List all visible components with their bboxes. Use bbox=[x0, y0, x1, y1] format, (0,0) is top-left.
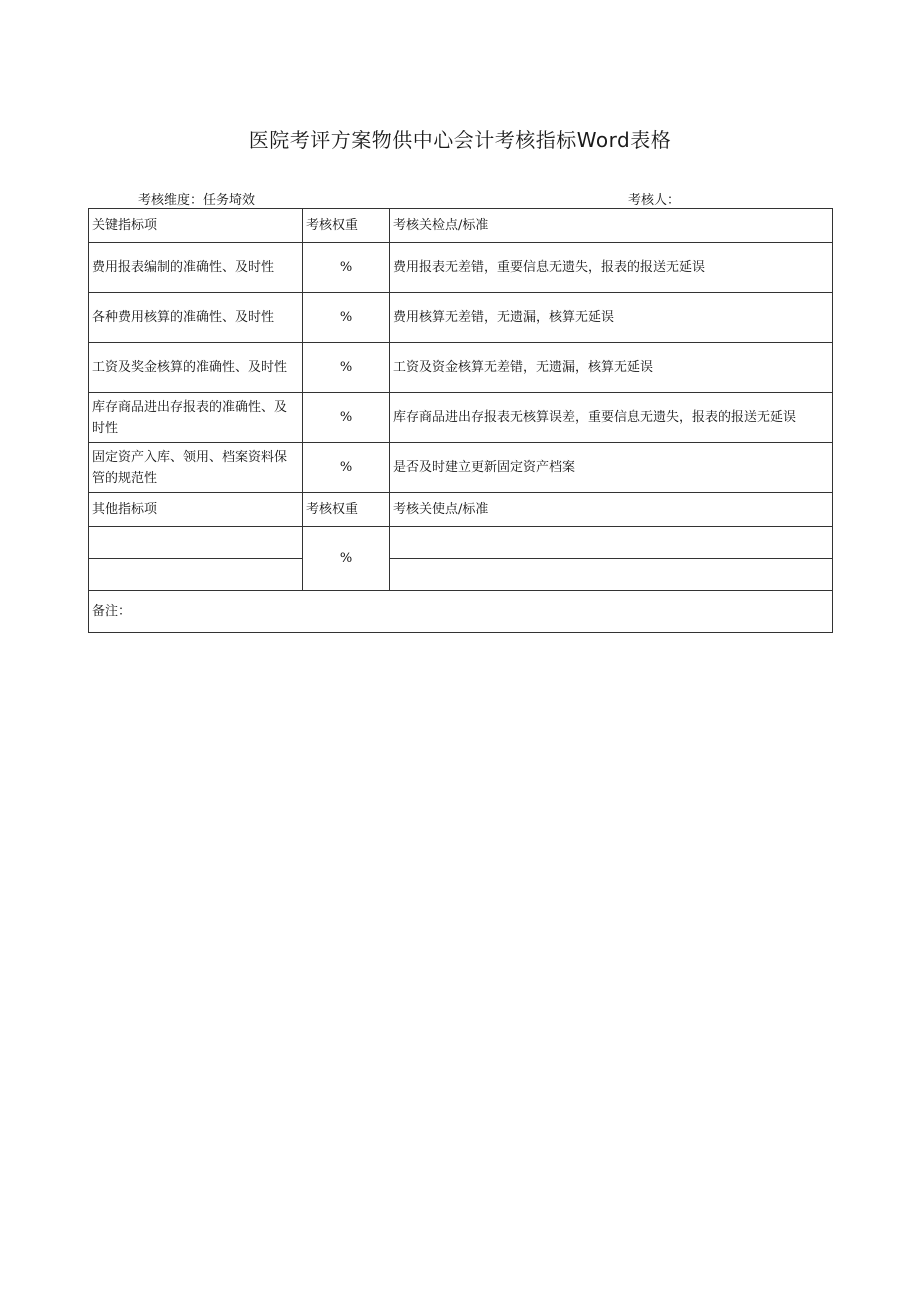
standard-cell bbox=[390, 559, 833, 591]
table-row bbox=[89, 559, 833, 591]
standard-cell: 工资及资金核算无差错，无遗漏，核算无延误 bbox=[390, 343, 833, 393]
table-row bbox=[89, 443, 833, 493]
assessment-dimension: 考核维度：任务埼效 bbox=[138, 193, 256, 208]
weight-cell: % bbox=[303, 343, 390, 393]
weight-cell: % bbox=[303, 243, 390, 293]
key-header-row bbox=[89, 209, 833, 243]
note-row bbox=[89, 591, 833, 633]
header-standard: 考核关检点/标准 bbox=[390, 209, 833, 243]
other-item-cell bbox=[89, 559, 303, 591]
other-item-cell bbox=[89, 527, 303, 559]
table-row bbox=[89, 393, 833, 443]
table-row bbox=[89, 527, 833, 559]
key-item-cell: 各种费用核算的准确性、及时性 bbox=[89, 293, 303, 343]
key-item-cell: 固定资产入库、领用、档案资料保管的规范性 bbox=[89, 443, 303, 493]
weight-cell: % bbox=[303, 293, 390, 343]
key-item-cell: 库存商品进出存报表的准确性、及时性 bbox=[89, 393, 303, 443]
standard-cell: 是否及时建立更新固定资产档案 bbox=[390, 443, 833, 493]
key-item-cell: 费用报表编制的准确性、及时性 bbox=[89, 243, 303, 293]
header-weight: 考核权重 bbox=[303, 493, 390, 527]
header-key-item: 关键指标项 bbox=[89, 209, 303, 243]
header-standard: 考核关使点/标准 bbox=[390, 493, 833, 527]
header-weight: 考核权重 bbox=[303, 209, 390, 243]
table-row bbox=[89, 343, 833, 393]
document-title: 医院考评方案物供中心会计考核指标Word表格 bbox=[248, 128, 672, 152]
standard-cell bbox=[390, 527, 833, 559]
assessor-label: 考核人： bbox=[628, 193, 681, 208]
key-item-cell: 工资及奖金核算的准确性、及时性 bbox=[89, 343, 303, 393]
standard-cell: 费用报表无差错，重要信息无遗失，报表的报送无延误 bbox=[390, 243, 833, 293]
weight-cell: % bbox=[303, 527, 390, 591]
weight-cell: % bbox=[303, 443, 390, 493]
header-other-item: 其他指标项 bbox=[89, 493, 303, 527]
standard-cell: 费用核算无差错，无遗漏，核算无延误 bbox=[390, 293, 833, 343]
meta-row bbox=[88, 189, 832, 207]
weight-cell: % bbox=[303, 393, 390, 443]
note-cell: 备注： bbox=[89, 591, 833, 633]
table-row bbox=[89, 293, 833, 343]
table-row bbox=[89, 243, 833, 293]
other-header-row bbox=[89, 493, 833, 527]
assessment-table bbox=[88, 208, 833, 633]
standard-cell: 库存商品进出存报表无核算误差，重要信息无遗失，报表的报送无延误 bbox=[390, 393, 833, 443]
